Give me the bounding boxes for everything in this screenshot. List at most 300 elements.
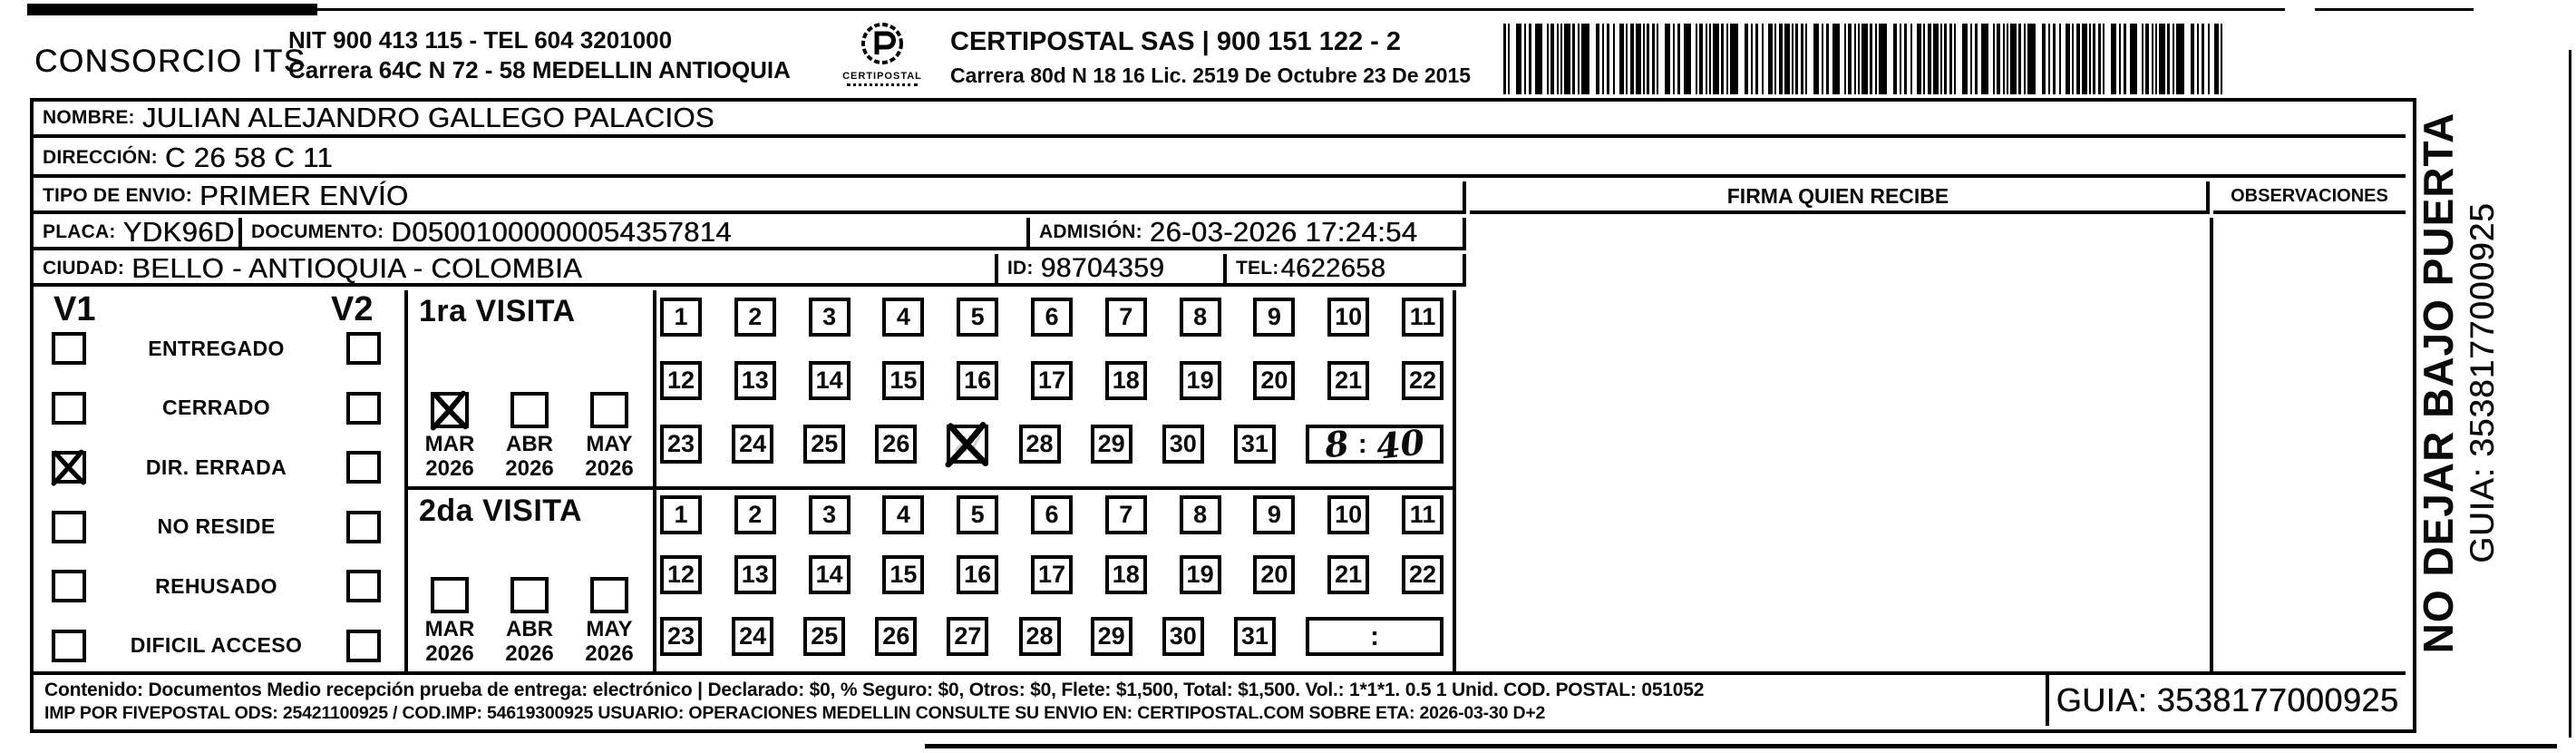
barcode-bar	[2167, 24, 2170, 94]
day-cell-2da-visita-9	[1253, 495, 1295, 534]
barcode-bar	[1805, 24, 1807, 94]
day-number: 14	[815, 367, 843, 394]
company-name: CONSORCIO ITS	[34, 44, 306, 79]
status-row-dificil-acceso	[34, 630, 404, 662]
checkbox-v1-no-reside	[52, 511, 86, 543]
barcode-bar	[1578, 24, 1580, 94]
checkbox-v2-dir-errada	[346, 451, 381, 484]
barcode-bar	[2142, 24, 2143, 94]
status-label-dificil-acceso: DIFICIL ACCESO	[130, 633, 303, 658]
day-number: 7	[1119, 501, 1133, 528]
status-row-rehusado	[34, 570, 404, 602]
day-number: 16	[964, 561, 992, 588]
day-cell-1ra-visita-13	[734, 361, 776, 400]
barcode-bar	[2003, 24, 2005, 94]
day-number: 22	[1408, 561, 1436, 588]
barcode-bar	[1795, 24, 1798, 94]
barcode-bar	[2059, 24, 2061, 94]
day-cell-1ra-visita-14	[809, 361, 851, 400]
day-row-2	[660, 361, 1444, 400]
day-number: 9	[1267, 303, 1281, 330]
barcode-bar	[1779, 24, 1783, 94]
day-cell-1ra-visita-24	[732, 425, 773, 464]
firma-header-label: FIRMA QUIEN RECIBE	[1726, 183, 1949, 208]
handwritten-x-mark	[428, 389, 471, 431]
day-number: 9	[1267, 501, 1281, 528]
checkbox-v1-dificil-acceso	[52, 630, 86, 662]
day-cell-2da-visita-10	[1327, 495, 1369, 534]
barcode-bar	[1813, 24, 1819, 94]
day-number: 15	[889, 367, 918, 394]
day-number: 19	[1186, 561, 1214, 588]
barcode-bar	[2214, 24, 2219, 94]
day-row-1	[660, 298, 1444, 337]
day-number: 13	[741, 367, 769, 394]
scan-artifact-bottom-line	[925, 744, 2557, 748]
visit-1-title: 1ra VISITA	[419, 294, 576, 328]
checkbox-v1-cerrado	[52, 392, 86, 425]
day-number: 1	[674, 501, 688, 528]
visits-right-border	[1453, 290, 1456, 671]
id-cell	[998, 254, 1227, 283]
day-cell-2da-visita-29	[1091, 617, 1132, 656]
row-ciudad-id-tel	[34, 254, 1466, 287]
barcode-bar	[1751, 24, 1753, 94]
day-cell-1ra-visita-30	[1162, 425, 1204, 464]
barcode-bar	[1940, 24, 1942, 94]
day-cell-1ra-visita-8	[1180, 298, 1221, 337]
day-number: 21	[1335, 561, 1363, 588]
day-cell-1ra-visita-12	[660, 361, 702, 400]
handwritten-minutes: 40	[1374, 421, 1426, 467]
barcode-bar	[1547, 24, 1549, 94]
barcode-bar	[1677, 24, 1680, 94]
barcode-bar	[2191, 24, 2194, 94]
checkbox-2da-visita-abr	[510, 577, 549, 613]
scan-artifact-right-edge	[2569, 50, 2571, 738]
visit-1-months	[417, 392, 642, 481]
barcode-bar	[2072, 24, 2074, 94]
month-name: ABR	[506, 432, 553, 456]
barcode-bar	[1904, 24, 1907, 94]
day-row-1	[660, 495, 1444, 534]
day-cell-1ra-visita-26	[875, 425, 917, 464]
month-option-2da-visita-abr	[497, 577, 562, 666]
barcode-bar	[1713, 24, 1719, 94]
month-year: 2026	[425, 456, 474, 481]
side-note-warning: NO DEJAR BAJO PUERTA	[2415, 112, 2462, 654]
barcode-bar	[1699, 24, 1703, 94]
day-cell-2da-visita-28	[1019, 617, 1061, 656]
day-number: 10	[1335, 303, 1363, 330]
row-nombre	[34, 102, 2406, 138]
day-cell-1ra-visita-18	[1105, 361, 1147, 400]
month-option-2da-visita-mar	[417, 577, 482, 666]
visit-2-months	[417, 577, 642, 666]
barcode-bar	[1962, 24, 1968, 94]
day-number: 11	[1409, 501, 1436, 528]
barcode-bar	[1602, 24, 1604, 94]
direccion-value: C 26 58 C 11	[164, 142, 334, 173]
visit-2-title: 2da VISITA	[419, 494, 583, 528]
barcode-bar	[1596, 24, 1599, 94]
day-number: 17	[1037, 367, 1065, 394]
scan-artifact-top-bar	[27, 4, 317, 15]
barcode-bar	[1647, 24, 1649, 94]
barcode-bar	[1784, 24, 1790, 94]
barcode-bar	[2053, 24, 2056, 94]
day-cell-2da-visita-26	[875, 617, 917, 656]
day-cell-2da-visita-22	[1402, 555, 1444, 594]
scan-artifact-top-line-2	[2315, 8, 2474, 11]
day-cell-2da-visita-14	[809, 555, 851, 594]
status-label-no-reside: NO RESIDE	[157, 514, 276, 539]
day-number: 28	[1026, 430, 1054, 457]
barcode-bar	[1684, 24, 1691, 94]
day-number: 8	[1193, 501, 1208, 528]
day-cell-1ra-visita-15	[882, 361, 924, 400]
barcode-bar	[1755, 24, 1758, 94]
ciudad-label: CIUDAD:	[43, 258, 125, 279]
day-cell-1ra-visita-20	[1253, 361, 1295, 400]
barcode-bar	[2027, 24, 2036, 94]
barcode-bar	[1970, 24, 1972, 94]
checkbox-1ra-visita-mar	[431, 392, 469, 428]
day-number: 24	[739, 622, 767, 650]
barcode-bar	[1854, 24, 1856, 94]
day-cell-2da-visita-15	[882, 555, 924, 594]
barcode-bar	[1516, 24, 1521, 94]
placa-cell	[34, 218, 242, 247]
day-cell-2da-visita-25	[803, 617, 845, 656]
barcode-bar	[2173, 24, 2174, 94]
day-cell-2da-visita-20	[1253, 555, 1295, 594]
barcode-bar	[1709, 24, 1711, 94]
company-address-line: Carrera 64C N 72 - 58 MEDELLIN ANTIOQUIA	[288, 56, 791, 83]
barcode-bar	[2208, 24, 2210, 94]
day-number: 26	[882, 430, 910, 457]
barcode-bar	[2024, 24, 2026, 94]
month-name: MAY	[586, 432, 633, 456]
day-cell-1ra-visita-10	[1327, 298, 1369, 337]
form-body	[30, 98, 2416, 733]
day-number: 27	[954, 622, 982, 650]
barcode-bar	[1643, 24, 1645, 94]
day-cell-2da-visita-1	[660, 495, 702, 534]
day-number: 1	[674, 303, 688, 330]
barcode-bar	[2089, 24, 2091, 94]
barcode-bar	[1626, 24, 1628, 94]
status-row-no-reside	[34, 511, 404, 543]
month-year: 2026	[425, 641, 474, 666]
month-name: ABR	[506, 617, 553, 641]
month-option-2da-visita-may	[577, 577, 642, 666]
day-number: 30	[1169, 430, 1197, 457]
nombre-label: NOMBRE:	[43, 107, 135, 128]
footer-imp-line: IMP POR FIVEPOSTAL ODS: 25421100925 / COD.IMP: 54619300925 USUARIO: OPERACIONES MEDELLIN CONSULTE SU ENVIO EN: CERTIPOSTAL.COM SOBRE ETA: 2026-03-30 D+2	[44, 703, 1546, 723]
row-direccion	[34, 142, 2406, 178]
day-number: 5	[970, 501, 985, 528]
visit-2-day-grid	[660, 490, 1444, 671]
firma-signature-area	[1470, 218, 2213, 671]
day-row-3	[660, 617, 1444, 656]
day-number: 19	[1186, 367, 1214, 394]
operator-info	[950, 27, 1471, 88]
month-name: MAR	[424, 432, 475, 456]
handwritten-hour: 8	[1323, 422, 1352, 466]
id-label: ID:	[1007, 258, 1034, 279]
time-colon: :	[1357, 428, 1367, 459]
barcode-bar	[1910, 24, 1912, 94]
barcode-bar	[1858, 24, 1860, 94]
barcode-bar	[1944, 24, 1947, 94]
barcode-bar	[2076, 24, 2080, 94]
barcode-bar	[1508, 24, 1510, 94]
checkbox-1ra-visita-abr	[510, 392, 549, 428]
day-number: 7	[1119, 303, 1133, 330]
day-cell-1ra-visita-3	[809, 298, 851, 337]
row-tipo-envio	[34, 181, 1466, 214]
id-value: 98704359	[1040, 253, 1165, 283]
barcode-bar	[2202, 24, 2204, 94]
day-cell-1ra-visita-11	[1402, 298, 1444, 337]
day-cell-1ra-visita-9	[1253, 298, 1295, 337]
observaciones-header	[2213, 181, 2406, 214]
day-cell-1ra-visita-16	[957, 361, 998, 400]
barcode-bar	[2221, 24, 2222, 94]
barcode-bar	[1607, 24, 1609, 94]
documento-value: D05001000000054357814	[391, 216, 732, 248]
barcode-bar	[1949, 24, 1952, 94]
logo-caption: CERTIPOSTAL	[842, 71, 922, 82]
checkbox-2da-visita-mar	[431, 577, 469, 613]
day-number: 23	[666, 430, 695, 457]
barcode-bar	[1745, 24, 1748, 94]
checkbox-v1-entregado	[52, 332, 86, 365]
day-number: 22	[1408, 367, 1436, 394]
barcode-bar	[1848, 24, 1852, 94]
day-row-2	[660, 555, 1444, 594]
barcode-bar	[1636, 24, 1641, 94]
barcode-bar	[1557, 24, 1559, 94]
month-year: 2026	[505, 641, 554, 666]
barcode-bar	[1997, 24, 2000, 94]
status-label-rehusado: REHUSADO	[155, 573, 277, 598]
day-number: 16	[964, 367, 992, 394]
barcode-bar	[1826, 24, 1829, 94]
barcode-bar	[1673, 24, 1675, 94]
certipostal-logo	[832, 20, 932, 86]
barcode-bar	[2145, 24, 2149, 94]
day-number: 4	[896, 303, 910, 330]
barcode-bar	[1844, 24, 1846, 94]
day-number: 12	[666, 367, 695, 394]
day-number: 25	[811, 622, 839, 650]
barcode-bar	[1560, 24, 1562, 94]
scan-artifact-top-line	[317, 8, 2285, 11]
barcode-bar	[2159, 24, 2165, 94]
day-cell-2da-visita-5	[957, 495, 998, 534]
day-row-3	[660, 421, 1444, 467]
barcode	[1503, 24, 2229, 94]
day-number: 31	[1240, 622, 1269, 650]
day-cell-1ra-visita-27	[947, 425, 988, 464]
status-row-dir-errada	[34, 451, 404, 484]
footer-content-line: Contenido: Documentos Medio recepción prueba de entrega: electrónico | Declarado: $0, % Seguro: $0, Otros: $0, Flete: $1,500, Total: $1,500. Vol.: 1*1*1. 0.5 1 Unid. COD. POSTAL: 051052	[44, 680, 1705, 700]
day-number: 30	[1169, 622, 1197, 650]
day-cell-2da-visita-11	[1402, 495, 1444, 534]
day-cell-1ra-visita-4	[882, 298, 924, 337]
visit-1-day-grid	[660, 290, 1444, 486]
firma-quien-recibe-header	[1470, 181, 2210, 214]
barcode-bar	[1879, 24, 1887, 94]
day-cell-1ra-visita-5	[957, 298, 998, 337]
tel-label: TEL:	[1236, 258, 1279, 279]
barcode-bar	[2152, 24, 2153, 94]
day-cell-2da-visita-8	[1180, 495, 1221, 534]
barcode-bar	[1721, 24, 1724, 94]
checkbox-v1-rehusado	[52, 570, 86, 602]
barcode-bar	[1792, 24, 1793, 94]
barcode-bar	[2007, 24, 2008, 94]
admision-label: ADMISIÓN:	[1039, 221, 1142, 242]
checkbox-v2-entregado	[346, 332, 381, 365]
time-field-1ra-visita	[1306, 421, 1444, 467]
day-cell-2da-visita-18	[1105, 555, 1147, 594]
documento-cell	[242, 218, 1030, 247]
barcode-bar	[1535, 24, 1542, 94]
checkbox-v2-cerrado	[346, 392, 381, 425]
observaciones-area	[2213, 218, 2406, 671]
operator-line: CERTIPOSTAL SAS | 900 151 122 - 2	[950, 27, 1402, 56]
barcode-bar	[1630, 24, 1634, 94]
guia-number-box: GUIA: 3538177000925	[2056, 681, 2399, 719]
barcode-bar	[1954, 24, 1956, 94]
handwritten-x-mark	[49, 448, 89, 486]
day-number: 4	[896, 501, 910, 528]
v2-column-header: V2	[331, 290, 374, 328]
barcode-bar	[1862, 24, 1868, 94]
day-cell-2da-visita-3	[809, 495, 851, 534]
day-number: 31	[1240, 430, 1269, 457]
barcode-bar	[1801, 24, 1803, 94]
day-number: 18	[1112, 561, 1140, 588]
checkbox-1ra-visita-may	[590, 392, 628, 428]
barcode-bar	[1730, 24, 1738, 94]
barcode-bar	[1581, 24, 1589, 94]
tel-cell	[1227, 254, 1463, 283]
day-number: 11	[1409, 303, 1436, 330]
barcode-bar	[2130, 24, 2137, 94]
postal-seal-icon	[832, 20, 932, 71]
status-label-cerrado: CERRADO	[161, 396, 271, 420]
day-number: 21	[1335, 367, 1363, 394]
barcode-bar	[1665, 24, 1670, 94]
day-number: 13	[741, 561, 769, 588]
barcode-bar	[1706, 24, 1707, 94]
day-number: 3	[822, 303, 837, 330]
day-cell-1ra-visita-2	[734, 298, 776, 337]
day-number: 15	[889, 561, 918, 588]
day-cell-2da-visita-7	[1105, 495, 1147, 534]
visit-block-2	[408, 490, 1453, 671]
time-colon: :	[1369, 621, 1379, 651]
status-label-entregado: ENTREGADO	[148, 336, 285, 360]
status-label-dir-errada: DIR. ERRADA	[145, 455, 287, 479]
day-cell-1ra-visita-22	[1402, 361, 1444, 400]
barcode-bar	[1762, 24, 1764, 94]
day-number: 20	[1260, 561, 1288, 588]
barcode-bar	[1529, 24, 1531, 94]
day-number: 10	[1335, 501, 1363, 528]
day-cell-2da-visita-19	[1180, 555, 1221, 594]
barcode-bar	[1993, 24, 1995, 94]
barcode-bar	[1975, 24, 1978, 94]
footer-text-cell	[34, 675, 2049, 726]
barcode-bar	[1652, 24, 1655, 94]
status-row-cerrado	[34, 392, 404, 425]
day-cell-2da-visita-17	[1031, 555, 1073, 594]
day-cell-1ra-visita-25	[803, 425, 845, 464]
day-cell-2da-visita-23	[660, 617, 702, 656]
placa-value: YDK96D	[122, 216, 235, 248]
month-year: 2026	[585, 456, 634, 481]
day-number: 18	[1112, 367, 1140, 394]
checkbox-2da-visita-may	[590, 577, 628, 613]
checkbox-v1-dir-errada	[52, 451, 86, 484]
tel-value: 4622658	[1280, 253, 1386, 283]
barcode-bar	[2042, 24, 2046, 94]
day-number: 25	[811, 430, 839, 457]
barcode-bar	[1657, 24, 1658, 94]
day-cell-2da-visita-27	[947, 617, 988, 656]
barcode-bar	[2098, 24, 2101, 94]
footer-band	[34, 671, 2406, 726]
month-option-1ra-visita-may	[577, 392, 642, 481]
day-number: 20	[1260, 367, 1288, 394]
side-note	[2415, 74, 2509, 691]
barcode-bar	[1923, 24, 1925, 94]
day-cell-1ra-visita-31	[1234, 425, 1276, 464]
day-number: 8	[1193, 303, 1208, 330]
barcode-bar	[1774, 24, 1776, 94]
placa-label: PLACA:	[43, 221, 116, 242]
barcode-bar	[1981, 24, 1988, 94]
day-number: 28	[1026, 622, 1054, 650]
observaciones-header-label: OBSERVACIONES	[2231, 185, 2388, 206]
barcode-bar	[1875, 24, 1877, 94]
side-note-guia: GUIA: 3538177000925	[2464, 202, 2501, 563]
month-option-1ra-visita-abr	[497, 392, 562, 481]
barcode-bar	[1572, 24, 1575, 94]
barcode-bar	[1726, 24, 1728, 94]
day-number: 3	[822, 501, 837, 528]
barcode-bar	[1524, 24, 1526, 94]
admision-cell	[1030, 218, 1463, 247]
month-option-1ra-visita-mar	[417, 392, 482, 481]
barcode-bar	[2176, 24, 2184, 94]
day-number: 2	[748, 303, 763, 330]
day-cell-1ra-visita-17	[1031, 361, 1073, 400]
day-cell-1ra-visita-21	[1327, 361, 1369, 400]
day-number: 27	[954, 430, 982, 457]
status-checklist	[34, 290, 408, 671]
status-options	[34, 332, 404, 662]
month-year: 2026	[505, 456, 554, 481]
day-cell-2da-visita-16	[957, 555, 998, 594]
month-name: MAY	[586, 617, 633, 641]
barcode-bar	[2155, 24, 2157, 94]
